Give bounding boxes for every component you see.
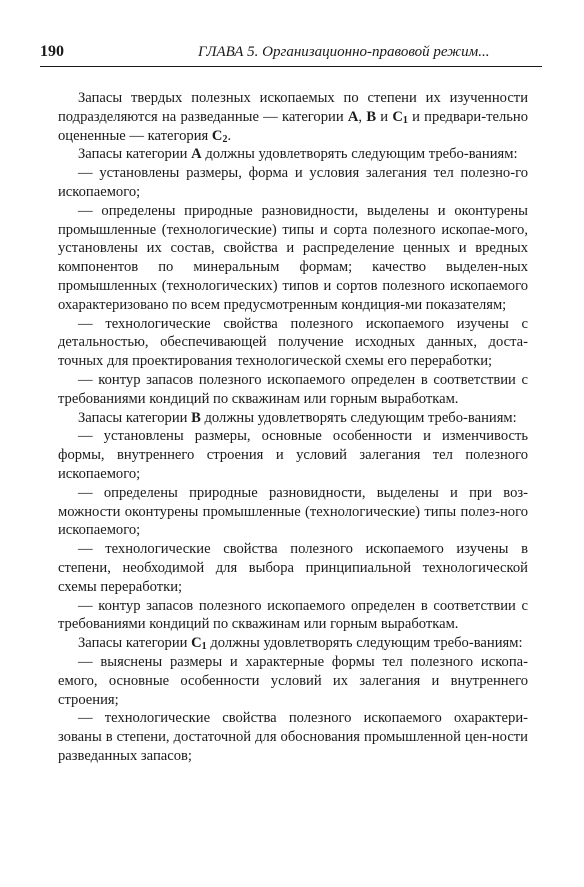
paragraph-1 — [58, 89, 528, 145]
paragraph-9: — определены природные разновидности, выделены и при воз-можности оконтурены промышленные (технологические) типы полез-ного ископаемого; — [58, 484, 528, 539]
text-run: и — [376, 108, 393, 125]
paragraph-13: — выяснены размеры и характерные формы тел полезного ископа-емого, основные особенности условий их залегания и внутреннего строения; — [58, 653, 528, 708]
paragraph-12 — [58, 634, 528, 653]
subscript: 1 — [402, 114, 408, 126]
paragraph-2 — [58, 145, 528, 164]
category-c1 — [191, 635, 207, 651]
page-header — [40, 40, 542, 70]
paragraph-11: — контур запасов полезного ископаемого определен в соответствии с требованиями кондиций по скважинам или горным выработкам. — [58, 597, 528, 633]
category-letter: C — [211, 127, 223, 144]
category-b: B — [366, 108, 377, 125]
page-number: 190 — [40, 43, 64, 60]
paragraph-10: — технологические свойства полезного ископаемого изучены в степени, необходимой для выбора принципиальной технологической схемы переработки; — [58, 541, 528, 595]
category-letter: C — [191, 635, 202, 652]
text-run: , — [358, 108, 367, 125]
paragraph-6: — контур запасов полезного ископаемого определен в соответствии с требованиями кондиций по скважинам или горным выработкам. — [58, 371, 528, 407]
text-run: должны удовлетворять следующим требо-ваниям: — [200, 409, 517, 426]
body-text — [58, 89, 528, 766]
paragraph-5: — технологические свойства полезного ископаемого изучены с детальностью, обеспечивающей получение исходных данных, доста-точных для проектирования технологической схемы его переработки; — [58, 315, 528, 370]
category-c2 — [212, 128, 228, 144]
paragraph-8: — установлены размеры, основные особенности и изменчивость формы, внутреннего строения и условий залегания тел полезного ископаемого; — [58, 428, 528, 482]
text-run: . — [227, 127, 232, 144]
subscript: 2 — [222, 133, 228, 145]
text-run: Запасы категории — [78, 635, 192, 652]
paragraph-14: — технологические свойства полезного ископаемого охарактери-зованы в степени, достаточной для обоснования промышленной цен-ности разведанных запасов; — [58, 710, 528, 764]
text-run: должны удовлетворять следующим требо-ваниям: — [201, 146, 518, 163]
category-letter: C — [392, 108, 403, 125]
header-rule — [40, 66, 542, 67]
paragraph-4: — определены природные разновидности, выделены и оконтурены промышленные (технологические) типы и сорта полезного ископае-мого, установлены их состав, свойства и распределение ценных и вредных компонентов по минеральным формам; качество выделен-ных промышленных (технологических) типов и сортов полезного ископаемого охарактеризовано по всем предусмотренным кондиция-ми показателям; — [58, 202, 528, 313]
running-head: ГЛАВА 5. Организационно-правовой режим... — [198, 44, 490, 60]
category-c1 — [392, 109, 408, 125]
category-a: A — [191, 146, 202, 163]
paragraph-3: — установлены размеры, форма и условия залегания тел полезно-го ископаемого; — [58, 165, 528, 200]
text-run: должны удовлетворять следующим требо-ваниям: — [206, 635, 523, 652]
text-run: Запасы твердых полезных ископаемых по степени их изученности подразделяются на разведанные — категории — [58, 90, 528, 125]
text-run: Запасы категории — [78, 409, 192, 426]
text-run: и предвари-тельно оцененные — категория — [58, 108, 529, 144]
category-b: B — [191, 409, 201, 426]
paragraph-7 — [58, 409, 528, 428]
text-run: Запасы категории — [78, 146, 192, 163]
category-a: A — [347, 108, 359, 125]
subscript: 1 — [201, 641, 207, 653]
